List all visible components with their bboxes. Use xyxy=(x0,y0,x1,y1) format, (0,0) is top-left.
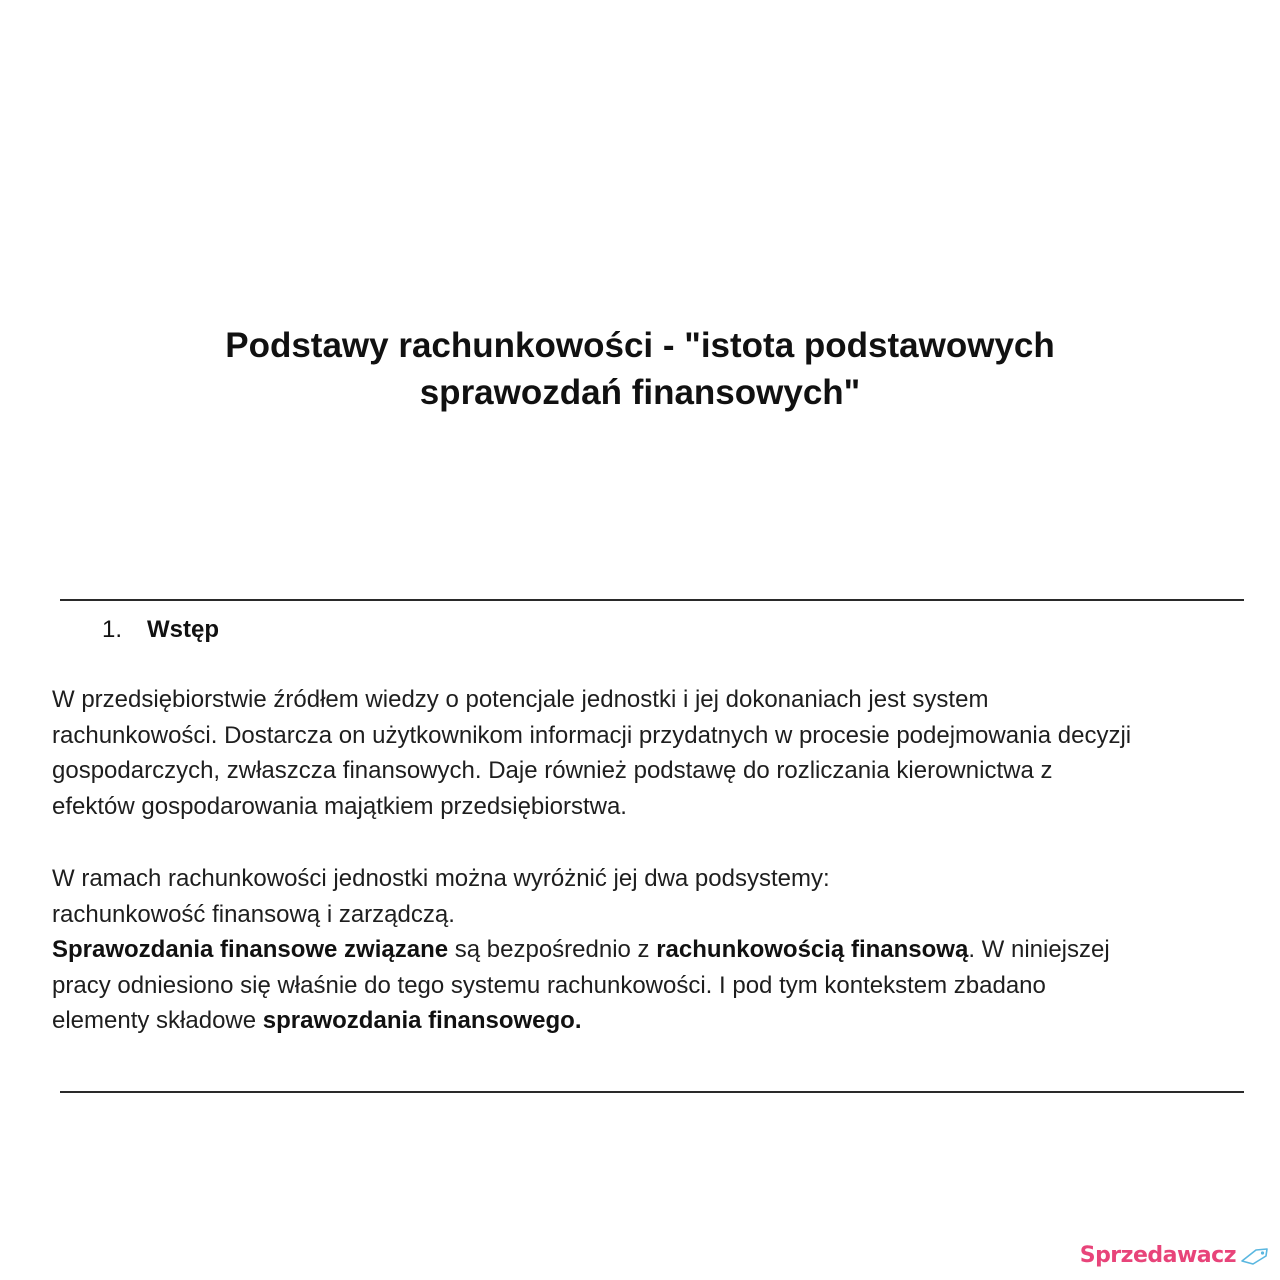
top-divider xyxy=(60,599,1244,601)
watermark-logo xyxy=(1080,1243,1270,1268)
text-phrase: elementy składowe xyxy=(52,1007,263,1034)
text-phrase: są bezpośrednio z xyxy=(448,936,657,963)
paragraph-line: pracy odniesiono się właśnie do tego systemu rachunkowości. I pod tym kontekstem zbadano xyxy=(52,971,1046,999)
section-number: 1. xyxy=(102,616,123,643)
text-phrase: . W niniejszej xyxy=(968,936,1110,963)
paragraph-line: gospodarczych, zwłaszcza finansowych. Daje również podstawę do rozliczania kierownictwa z xyxy=(52,757,1053,784)
paragraph-line: rachunkowość finansową i zarządczą. xyxy=(52,900,455,928)
document-title xyxy=(0,322,1280,416)
price-tag-icon xyxy=(1240,1247,1270,1265)
paragraph-line: rachunkowości. Dostarcza on użytkownikom informacji przydatnych w procesie podejmowania decyzji xyxy=(52,721,1132,749)
section-label: Wstęp xyxy=(147,616,219,643)
section-heading xyxy=(102,613,219,647)
paragraph-line xyxy=(52,1003,1110,1039)
paragraph-line: W ramach rachunkowości jednostki można wyróżnić jej dwa podsystemy: xyxy=(52,865,830,892)
paragraph-line xyxy=(52,932,1110,968)
title-line-1: Podstawy rachunkowości - "istota podstawowych xyxy=(225,326,1055,365)
paragraph-line: efektów gospodarowania majątkiem przedsiębiorstwa. xyxy=(52,792,627,820)
paragraph-line: W przedsiębiorstwie źródłem wiedzy o potencjale jednostki i jej dokonaniach jest system xyxy=(52,686,989,713)
watermark-text: Sprzedawacz xyxy=(1079,1243,1236,1268)
bold-phrase: Sprawozdania finansowe związane xyxy=(52,936,449,963)
subsystems-paragraph xyxy=(52,861,1110,1039)
title-line-2: sprawozdań finansowych" xyxy=(419,373,861,412)
bold-phrase: sprawozdania finansowego. xyxy=(262,1007,582,1034)
intro-paragraph xyxy=(52,682,1131,824)
bold-phrase: rachunkowością finansową xyxy=(656,936,969,963)
bottom-divider xyxy=(60,1091,1244,1093)
